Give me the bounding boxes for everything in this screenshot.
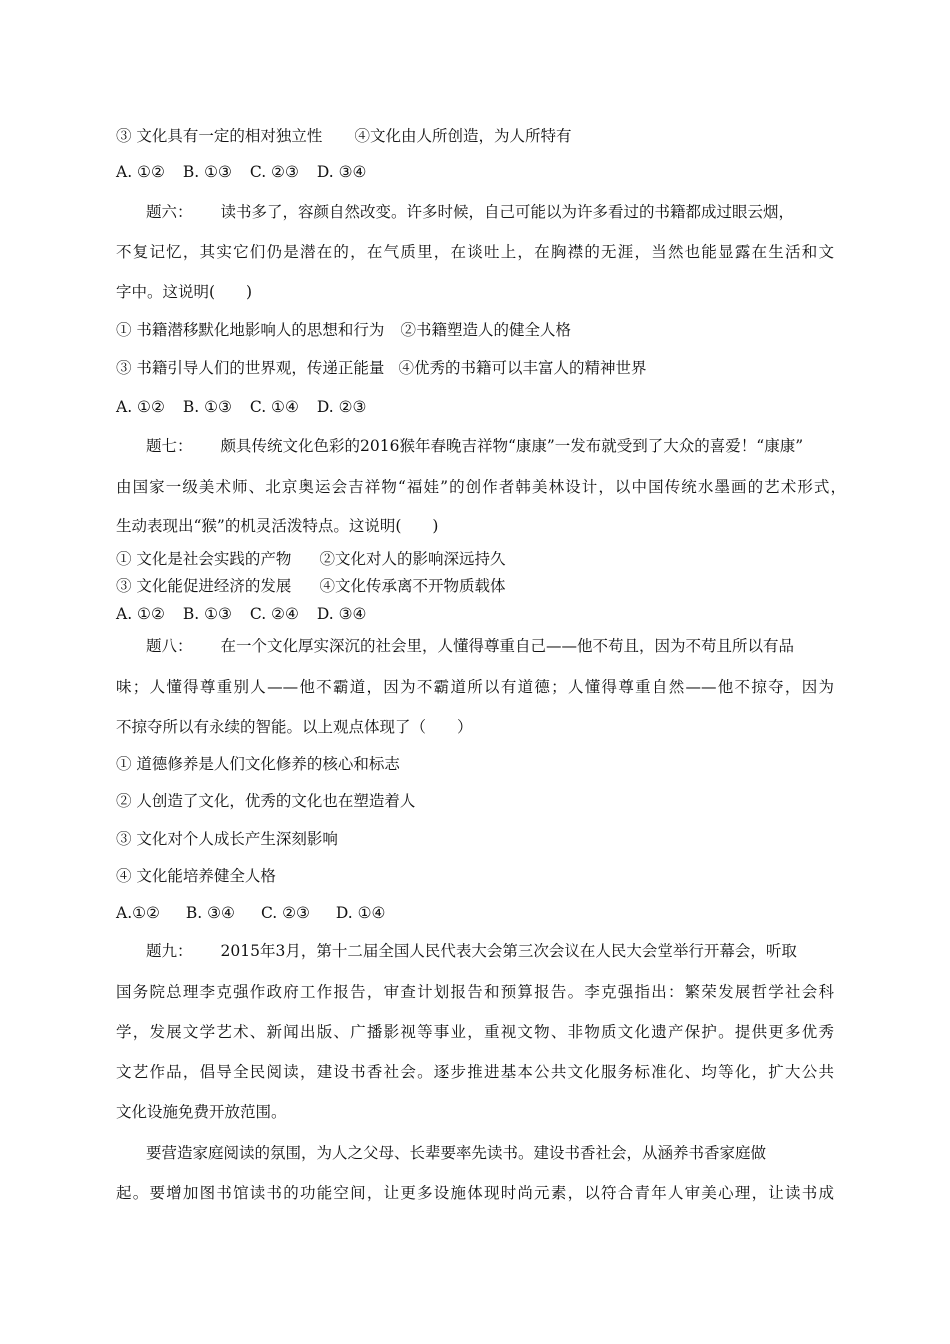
q5-statement-4: ④文化由人所创造，为人所特有 [354, 127, 572, 145]
q6-statement-row-1 [116, 320, 571, 340]
q6-statement-1: ① 书籍潜移默化地影响人的思想和行为 [116, 321, 385, 339]
q7-text-3: 生动表现出“猴”的机灵活泼特点。这说明( ) [116, 517, 439, 535]
q7-option-a: A. ①② [116, 605, 165, 623]
q5-option-d: D. ③④ [316, 163, 367, 181]
q8-text-3: 不掠夺所以有永续的智能。以上观点体现了（ ） [116, 718, 473, 736]
q8-stem-line-2 [116, 677, 834, 697]
q9-paragraph-2-line-2 [116, 1183, 834, 1203]
q9-para2-text-1: 要营造家庭阅读的氛围，为人之父母、长辈要率先读书。建设书香社会，从涵养书香家庭做 [146, 1144, 767, 1162]
q8-label: 题八： [146, 637, 193, 655]
q6-statement-3: ③ 书籍引导人们的世界观，传递正能量 [116, 359, 385, 377]
q7-statement-3: ③ 文化能促进经济的发展 [116, 577, 292, 595]
q6-label: 题六： [146, 203, 193, 221]
q7-statement-1: ① 文化是社会实践的产物 [116, 550, 292, 568]
q8-stem-line-3 [116, 717, 473, 737]
q8-statement-4: ④ 文化能培养健全人格 [116, 867, 276, 885]
q6-option-d: D. ②③ [316, 398, 367, 416]
q9-text-2: 国务院总理李克强作政府工作报告，审查计划报告和预算报告。李克强指出：繁荣发展哲学社会科 [116, 983, 834, 1001]
q7-statement-2: ②文化对人的影响深远持久 [319, 550, 506, 568]
q9-text-5: 文化设施免费开放范围。 [116, 1103, 287, 1121]
q6-stem-line-2 [116, 242, 834, 262]
q7-statement-4: ④文化传承离不开物质载体 [319, 577, 506, 595]
q5-options [116, 162, 366, 182]
q9-para2-text-2: 起。要增加图书馆读书的功能空间，让更多设施体现时尚元素，以符合青年人审美心理，让读书成 [116, 1184, 834, 1202]
q9-stem-line-5 [116, 1102, 287, 1122]
q6-statement-2: ②书籍塑造人的健全人格 [400, 321, 571, 339]
q6-options [116, 397, 366, 417]
q6-option-c: C. ①④ [249, 398, 299, 416]
q8-text-2: 味；人懂得尊重别人——他不霸道，因为不霸道所以有道德；人懂得尊重自然——他不掠夺，因为 [116, 678, 834, 696]
q6-option-a: A. ①② [116, 398, 165, 416]
q8-option-a: A.①② [116, 904, 160, 922]
q9-label: 题九： [146, 942, 193, 960]
q9-text-1: 2015年3月，第十二届全国人民代表大会第三次会议在人民大会堂举行开幕会，听取 [220, 942, 797, 960]
q9-stem-line-1 [146, 941, 797, 961]
q7-stem-line-2 [116, 477, 846, 497]
q9-stem-line-2 [116, 982, 834, 1002]
q6-statement-row-2 [116, 358, 646, 378]
q6-text-3: 字中。这说明( ) [116, 283, 253, 301]
q7-statement-row-1 [116, 549, 505, 569]
q5-statement-3: ③ 文化具有一定的相对独立性 [116, 127, 323, 145]
q9-text-3: 学，发展文学艺术、新闻出版、广播影视等事业，重视文物、非物质文化遗产保护。提供更多优秀 [116, 1023, 834, 1041]
q9-stem-line-4 [116, 1062, 834, 1082]
q8-option-b: B. ③④ [185, 904, 235, 922]
q9-text-4: 文艺作品，倡导全民阅读，建设书香社会。逐步推进基本公共文化服务标准化、均等化，扩大公共 [116, 1063, 834, 1081]
q6-stem-line-1 [146, 202, 794, 222]
q8-stem-line-1 [146, 636, 794, 656]
q6-text-1: 读书多了，容颜自然改变。许多时候，自己可能以为许多看过的书籍都成过眼云烟， [220, 203, 795, 221]
q6-statement-4: ④优秀的书籍可以丰富人的精神世界 [398, 359, 647, 377]
q5-option-a: A. ①② [116, 163, 165, 181]
q8-statement-1: ① 道德修养是人们文化修养的核心和标志 [116, 755, 400, 773]
q9-stem-line-3 [116, 1022, 834, 1042]
q7-option-c: C. ②④ [249, 605, 299, 623]
q7-statement-row-2 [116, 576, 505, 596]
q7-stem-line-3 [116, 516, 438, 536]
q7-option-d: D. ③④ [316, 605, 367, 623]
q8-option-c: C. ②③ [260, 904, 310, 922]
q6-option-b: B. ①③ [182, 398, 232, 416]
q7-option-b: B. ①③ [182, 605, 232, 623]
q5-option-b: B. ①③ [182, 163, 232, 181]
q7-text-1: 颇具传统文化色彩的2016猴年春晚吉祥物“康康”一发布就受到了大众的喜爱！“康康” [220, 437, 804, 455]
q8-option-d: D. ①④ [335, 904, 386, 922]
q8-options [116, 903, 385, 923]
q7-options [116, 604, 366, 624]
q7-text-2: 由国家一级美术师、北京奥运会吉祥物“福娃”的创作者韩美林设计，以中国传统水墨画的艺术形式， [116, 478, 846, 496]
q8-text-1: 在一个文化厚实深沉的社会里，人懂得尊重自己——他不苟且，因为不苟且所以有品 [220, 637, 795, 655]
q6-stem-line-3 [116, 282, 252, 302]
q7-label: 题七： [146, 437, 193, 455]
q7-stem-line-1 [146, 436, 803, 456]
q9-paragraph-2-line-1 [146, 1143, 766, 1163]
q5-option-c: C. ②③ [249, 163, 299, 181]
q6-text-2: 不复记忆，其实它们仍是潜在的，在气质里，在谈吐上，在胸襟的无涯，当然也能显露在生活和文 [116, 243, 834, 261]
q8-statement-3: ③ 文化对个人成长产生深刻影响 [116, 830, 338, 848]
q5-statement-row-2 [116, 126, 571, 146]
q8-statement-2: ② 人创造了文化，优秀的文化也在塑造着人 [116, 792, 416, 810]
